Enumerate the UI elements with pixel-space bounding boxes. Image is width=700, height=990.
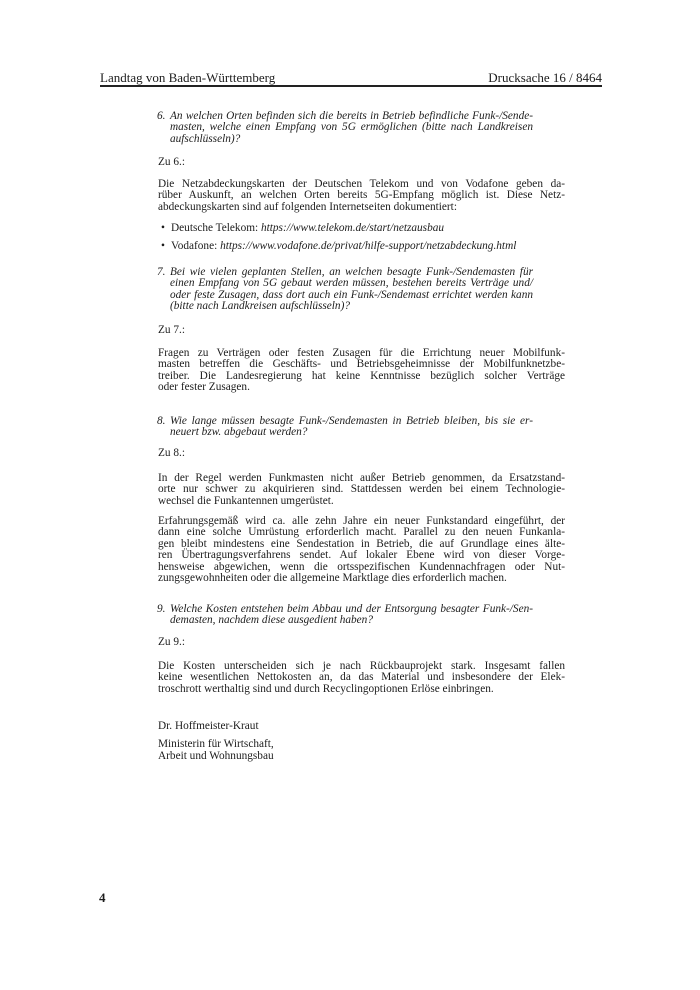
bullet-icon: • (161, 240, 165, 252)
question-line: einen Empfang von 5G gebaut werden müssen, bestehen bereits Verträge und/ (170, 277, 533, 290)
bullet-icon: • (161, 222, 165, 234)
signature-title (158, 739, 274, 762)
paragraph-line: dann eine solche Umrüstung erforderlich macht. Parallel zu den neuen Funkanla- (158, 526, 565, 539)
answer-label-9: Zu 9.: (158, 636, 185, 648)
vodafone-url: https://www.vodafone.de/privat/hilfe-support/netzabdeckung.html (220, 240, 517, 252)
question-line: (bitte nach Landkreisen aufschlüsseln)? (170, 300, 350, 313)
paragraph-line: In der Regel werden Funkmasten nicht außer Betrieb genommen, da Ersatzstand- (158, 472, 565, 484)
paragraph-line: Erfahrungsgemäß wird ca. alle zehn Jahre ein neuer Funkstandard eingeführt, der (158, 515, 565, 527)
question-line: Welche Kosten entstehen beim Abbau und der Entsorgung besagter Funk-/Sen- (170, 603, 533, 615)
paragraph-line: masten betreffen die Geschäfts- und Betriebsgeheimnisse der Mobilfunknetzbe- (158, 358, 565, 371)
header-right-text: Drucksache 16 / 8464 (488, 70, 602, 85)
page-number: 4 (99, 890, 106, 905)
signature-title-line: Arbeit und Wohnungsbau (158, 749, 274, 762)
question-7-number: 7. (157, 266, 166, 278)
answer-label-6: Zu 6.: (158, 156, 185, 168)
question-line: masten, welche einen Empfang von 5G ermöglichen (bitte nach Landkreisen (170, 121, 533, 134)
paragraph-7 (158, 348, 565, 394)
question-6-number: 6. (157, 110, 166, 122)
paragraph-line: gen bleibt mindestens eine Sendestation in Betrieb, die auf Grundlage eines älte- (158, 537, 565, 550)
paragraph-line: Fragen zu Verträgen oder festen Zusagen für die Errichtung neuer Mobilfunk- (158, 347, 565, 359)
paragraph-line: ren Übertragungsverfahrens sendet. Auf lokaler Ebene wird von dieser Vorge- (158, 549, 565, 562)
question-9-number: 9. (157, 603, 166, 615)
question-line: neuert bzw. abgebaut werden? (170, 426, 308, 439)
paragraph-line: treiber. Die Landesregierung hat keine Kenntnisse bezüglich solcher Verträge (158, 369, 565, 382)
paragraph-line: oder fester Zusagen. (158, 381, 250, 394)
page-header (100, 71, 602, 84)
question-line: aufschlüsseln)? (170, 132, 241, 145)
question-8-number: 8. (157, 415, 166, 427)
paragraph-line: orte nur schwer zu akquirieren sind. Stattdessen werden bei einem Technologie- (158, 483, 565, 496)
header-rule (100, 85, 602, 87)
question-6-block (157, 110, 533, 145)
paragraph-8b (158, 516, 565, 584)
paragraph-line: zungsgewohnheiten oder die allgemeine Marktlage dies erforderlich machen. (158, 571, 507, 584)
paragraph-line: troschrott werthaltig sind und durch Recyclingoptionen Erlöse einbringen. (158, 682, 494, 695)
bullet-item-vodafone (158, 241, 565, 252)
question-9-block (157, 603, 533, 627)
question-line: Wie lange müssen besagte Funk-/Sendemasten in Betrieb bleiben, bis sie er- (170, 415, 533, 427)
paragraph-6 (158, 179, 565, 213)
paragraph-line: Die Netzabdeckungskarten der Deutschen Telekom und von Vodafone geben da- (158, 178, 565, 190)
paragraph-8a (158, 473, 565, 507)
question-8-block (157, 415, 533, 439)
paragraph-9 (158, 661, 565, 695)
question-line: An welchen Orten befinden sich die bereits in Betrieb befindliche Funk-/Sende- (170, 110, 533, 122)
paragraph-line: abdeckungskarten sind auf folgenden Internetseiten dokumentiert: (158, 200, 457, 213)
paragraph-line: keine wesentlichen Nettokosten an, da das Material und insbesondere der Elek- (158, 671, 565, 684)
signature-name: Dr. Hoffmeister-Kraut (158, 720, 259, 732)
answer-label-8: Zu 8.: (158, 447, 185, 459)
question-line: demasten, nachdem diese ausgedient haben? (170, 614, 373, 627)
paragraph-line: wechsel die Funkantennen umgerüstet. (158, 494, 334, 507)
header-left-text: Landtag von Baden-Württemberg (100, 70, 276, 85)
signature-title-line: Ministerin für Wirtschaft, (158, 738, 274, 750)
question-line: Bei wie vielen geplanten Stellen, an welchen besagte Funk-/Sendemasten für (170, 266, 533, 278)
paragraph-line: hensweise abgewichen, wenn die ortsspezifischen Kundennachfragen oder Nut- (158, 560, 565, 573)
bullet-label: Deutsche Telekom: (171, 222, 261, 234)
paragraph-line: rüber Auskunft, an welchen Orten bereits 5G-Empfang möglich ist. Diese Netz- (158, 189, 565, 202)
question-line: oder feste Zusagen, dass dort auch ein Funk-/Sendemast errichtet werden kann (170, 288, 533, 301)
answer-label-7: Zu 7.: (158, 324, 185, 336)
paragraph-line: Die Kosten unterscheiden sich je nach Rückbauprojekt stark. Insgesamt fallen (158, 660, 565, 672)
bullet-item-telekom (158, 223, 565, 234)
bullet-label: Vodafone: (171, 240, 221, 252)
telekom-url: https://www.telekom.de/start/netzausbau (260, 222, 445, 234)
question-7-block (157, 266, 533, 313)
